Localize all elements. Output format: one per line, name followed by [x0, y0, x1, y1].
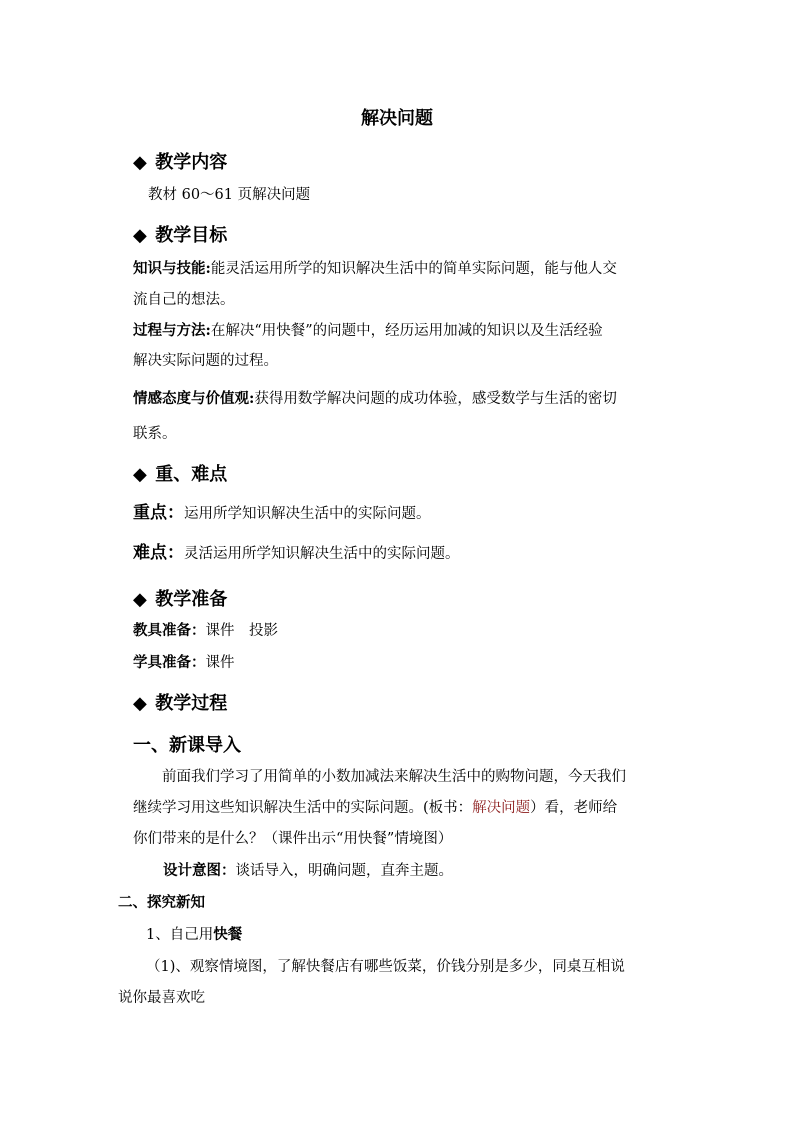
- part1-heading: 一、新课导入: [133, 735, 241, 756]
- part2-heading: 二、探究新知: [118, 894, 205, 911]
- content-text: 教材 60～61 页解决问题: [148, 187, 311, 203]
- part1-line2: 继续学习用这些知识解决生活中的实际问题。(板书：解决问题）看，老师给: [133, 800, 618, 816]
- student-prep-label: 学具准备：: [133, 654, 206, 671]
- teacher-prep-label: 教具准备：: [133, 622, 206, 639]
- part1-line3: 你们带来的是什么？（课件出示“用快餐”情境图）: [133, 831, 453, 847]
- board-writing-highlight: 解决问题: [472, 800, 531, 816]
- design-intent-label: 设计意图：: [163, 862, 236, 879]
- goal-emotion-line2: 联系。: [133, 426, 177, 442]
- goal-emotion-line1: 情感态度与价值观:获得用数学解决问题的成功体验，感受数学与生活的密切: [133, 390, 617, 407]
- diamond-bullet-icon: ◆: [133, 152, 147, 173]
- goal-emotion-label: 情感态度与价值观:: [133, 390, 255, 407]
- diamond-bullet-icon: ◆: [133, 464, 147, 485]
- sub-section-1: 1、自己用快餐: [146, 926, 243, 943]
- section-heading-key-points: ◆ 重、难点: [133, 464, 228, 485]
- goal-process-line1: 过程与方法:在解决“用快餐”的问题中，经历运用加减的知识以及生活经验: [133, 322, 603, 339]
- part1-line1: 前面我们学习了用简单的小数加减法来解决生活中的购物问题，今天我们: [162, 769, 626, 785]
- step1-line2: 说你最喜欢吃: [118, 990, 205, 1006]
- design-intent-row: 设计意图：谈话导入，明确问题，直奔主题。: [163, 862, 453, 879]
- goal-knowledge-line2: 流自己的想法。: [133, 292, 235, 308]
- difficult-point-label: 难点：: [133, 543, 184, 563]
- section-heading-goals: ◆ 教学目标: [133, 225, 228, 246]
- diamond-bullet-icon: ◆: [133, 693, 147, 714]
- goal-knowledge-label: 知识与技能:: [133, 260, 211, 277]
- section-heading-content: ◆ 教学内容: [133, 152, 228, 173]
- student-prep-row: 学具准备：课件: [133, 654, 235, 671]
- step1-line1: （1)、观察情境图，了解快餐店有哪些饭菜，价钱分别是多少，同桌互相说: [146, 959, 625, 975]
- diamond-bullet-icon: ◆: [133, 225, 147, 246]
- section-heading-preparation: ◆ 教学准备: [133, 589, 228, 610]
- document-title: 解决问题: [361, 108, 433, 129]
- key-point-label: 重点：: [133, 503, 184, 523]
- section-heading-process: ◆ 教学过程: [133, 693, 228, 714]
- goal-process-line2: 解决实际问题的过程。: [133, 353, 278, 369]
- goal-process-label: 过程与方法:: [133, 322, 211, 339]
- diamond-bullet-icon: ◆: [133, 589, 147, 610]
- goal-knowledge-line1: 知识与技能:能灵活运用所学的知识解决生活中的简单实际问题，能与他人交: [133, 260, 617, 277]
- difficult-point-row: 难点：灵活运用所学知识解决生活中的实际问题。: [133, 543, 460, 563]
- key-point-row: 重点：运用所学知识解决生活中的实际问题。: [133, 503, 431, 523]
- teacher-prep-row: 教具准备：课件 投影: [133, 622, 278, 639]
